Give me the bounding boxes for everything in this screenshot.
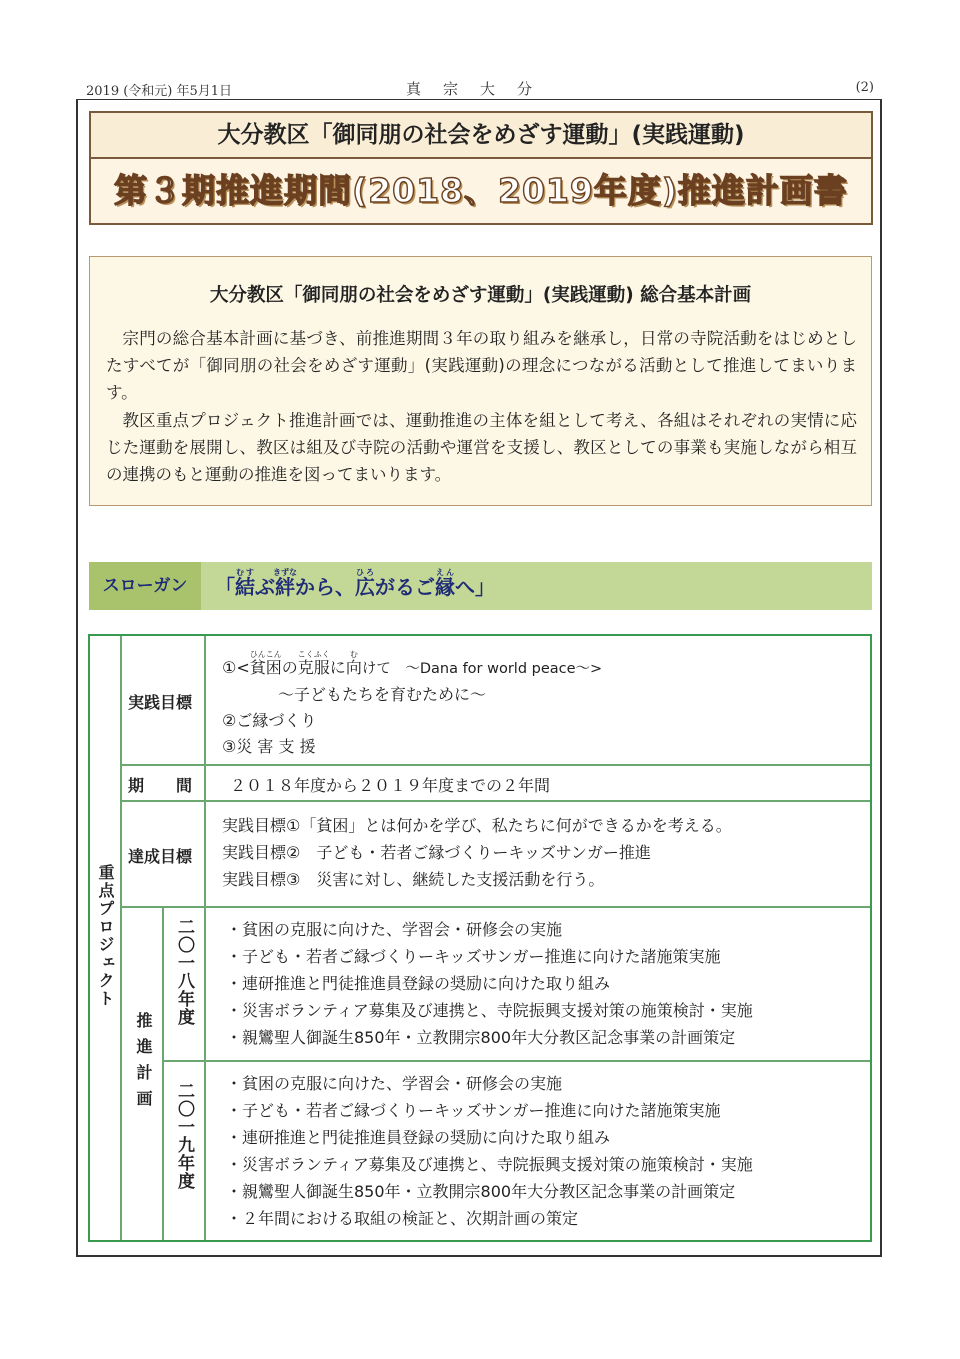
plan-label: 推進計画 xyxy=(134,1012,153,1116)
goal-1-ruby-c xyxy=(297,650,330,677)
page-number: (2) xyxy=(855,80,874,95)
title-line-2: 第３期推進期間(2018、2019年度)推進計画書 xyxy=(114,171,848,210)
achieve-list xyxy=(222,812,732,893)
slogan-w6: がるご xyxy=(375,575,435,599)
plan-item: ・子ども・若者ご縁づくりーキッズサンガー推進に向けた諸施策実施 xyxy=(226,947,721,966)
slogan-ruby-7 xyxy=(435,568,455,599)
goal-3: ③災 害 支 援 xyxy=(222,737,316,756)
project-table xyxy=(88,634,872,1242)
title-box xyxy=(89,111,873,225)
plan-item: ・連研推進と門徒推進員登録の奨励に向けた取り組み xyxy=(226,974,611,993)
slogan-ruby-1 xyxy=(235,568,255,599)
achieve-item: 実践目標③ 災害に対し、継続した支援活動を行う。 xyxy=(222,870,605,889)
slogan-w3: 絆 xyxy=(273,575,297,599)
goal-1-a-reading: ひんこん xyxy=(249,650,282,659)
slogan-w1-reading: むす xyxy=(235,568,255,577)
goals-label: 実践目標 xyxy=(128,693,193,712)
slogan-w2: ぶ xyxy=(255,575,275,599)
intro-paragraph-2: 教区重点プロジェクト推進計画では、運動推進の主体を組として考え、各組はそれぞれの実情に応じた運動を展開し、教区は組及び寺院の活動や運営を支援し、教区としての事業も実施しながら相互の連携のもと運動の推進を図ってまいります。 xyxy=(106,411,857,484)
intro-box xyxy=(89,256,872,506)
slogan-w4: から、 xyxy=(295,575,355,599)
achieve-item: 実践目標② 子ども・若者ご縁づくりーキッズサンガー推進 xyxy=(222,843,651,862)
goal-1-b: の xyxy=(281,658,298,677)
slogan-close: 」 xyxy=(475,575,495,599)
issue-date: 2019 (令和元) 年5月1日 xyxy=(86,84,233,99)
slogan-ruby-5 xyxy=(355,568,375,599)
slogan-w1: 結 xyxy=(235,575,255,599)
period-value: ２０１８年度から２０１９年度までの２年間 xyxy=(230,776,551,795)
year-2018-list xyxy=(226,916,753,1051)
goal-1-ruby-a xyxy=(249,650,282,677)
slogan-w7-reading: えん xyxy=(435,568,455,577)
goal-1-e: 向 xyxy=(345,658,362,677)
newsletter-name: 真宗大分 xyxy=(405,80,554,98)
goal-1-a: 貧困 xyxy=(249,658,282,677)
goal-1-sub: ～子どもたちを育むために～ xyxy=(278,685,487,704)
goal-1 xyxy=(222,650,602,682)
goal-1-pre: ①< xyxy=(222,658,250,677)
plan-item: ・親鸞聖人御誕生850年・立教開宗800年大分教区記念事業の計画策定 xyxy=(226,1028,736,1047)
intro-heading: 大分教区「御同朋の社会をめざす運動」(実践運動) 総合基本計画 xyxy=(209,285,752,306)
plan-item: ・連研推進と門徒推進員登録の奨励に向けた取り組み xyxy=(226,1128,611,1147)
plan-item: ・貧困の克服に向けた、学習会・研修会の実施 xyxy=(226,1074,563,1093)
side-label-priority-project: 重点プロジェクト xyxy=(96,864,115,1008)
goal-1-e-reading: む xyxy=(345,650,362,659)
period-label: 期 間 xyxy=(128,776,193,795)
slogan-ruby-3 xyxy=(273,568,297,599)
achieve-item: 実践目標①「貧困」とは何かを学び、私たちに何ができるかを考える。 xyxy=(222,816,732,835)
slogan-w5-reading: ひろ xyxy=(355,568,375,577)
goal-2: ②ご縁づくり xyxy=(222,711,317,730)
intro-paragraph-1: 宗門の総合基本計画に基づき、前推進期間３年の取り組みを継承し，日常の寺院活動をはじめとしたすべてが「御同朋の社会をめざす運動」(実践運動)の理念につながる活動として推進してまいります。 xyxy=(106,329,857,402)
plan-item: ・子ども・若者ご縁づくりーキッズサンガー推進に向けた諸施策実施 xyxy=(226,1101,721,1120)
year-2019-list xyxy=(226,1070,753,1232)
slogan-text xyxy=(201,562,872,610)
achieve-label: 達成目標 xyxy=(128,847,193,866)
slogan-w3-reading: きずな xyxy=(273,568,297,577)
slogan-w7: 縁 xyxy=(435,575,455,599)
year-2018-label: 二〇一八年度 xyxy=(174,918,194,1026)
plan-item: ・２年間における取組の検証と、次期計画の策定 xyxy=(226,1209,579,1228)
page-header xyxy=(86,78,874,100)
goal-1-c-reading: こくふく xyxy=(297,650,330,659)
plan-item: ・災害ボランティア募集及び連携と、寺院振興支援対策の施策検討・実施 xyxy=(226,1155,753,1174)
year-2019-label: 二〇一九年度 xyxy=(174,1082,194,1190)
goal-1-d: に xyxy=(329,658,346,677)
slogan-w8: へ xyxy=(455,575,475,599)
slogan-open: 「 xyxy=(215,575,235,599)
goal-1-f: けて ～Dana for world peace～> xyxy=(361,661,603,677)
slogan-w5: 広 xyxy=(355,575,375,599)
goal-1-ruby-e xyxy=(345,650,362,677)
slogan-label: スローガン xyxy=(102,576,188,596)
slogan-bar xyxy=(89,562,872,610)
title-line-1: 大分教区「御同朋の社会をめざす運動」(実践運動) xyxy=(91,113,871,159)
goal-1-c: 克服 xyxy=(297,658,330,677)
plan-item: ・貧困の克服に向けた、学習会・研修会の実施 xyxy=(226,920,563,939)
plan-item: ・災害ボランティア募集及び連携と、寺院振興支援対策の施策検討・実施 xyxy=(226,1001,753,1020)
goals-list xyxy=(222,650,602,760)
plan-item: ・親鸞聖人御誕生850年・立教開宗800年大分教区記念事業の計画策定 xyxy=(226,1182,736,1201)
